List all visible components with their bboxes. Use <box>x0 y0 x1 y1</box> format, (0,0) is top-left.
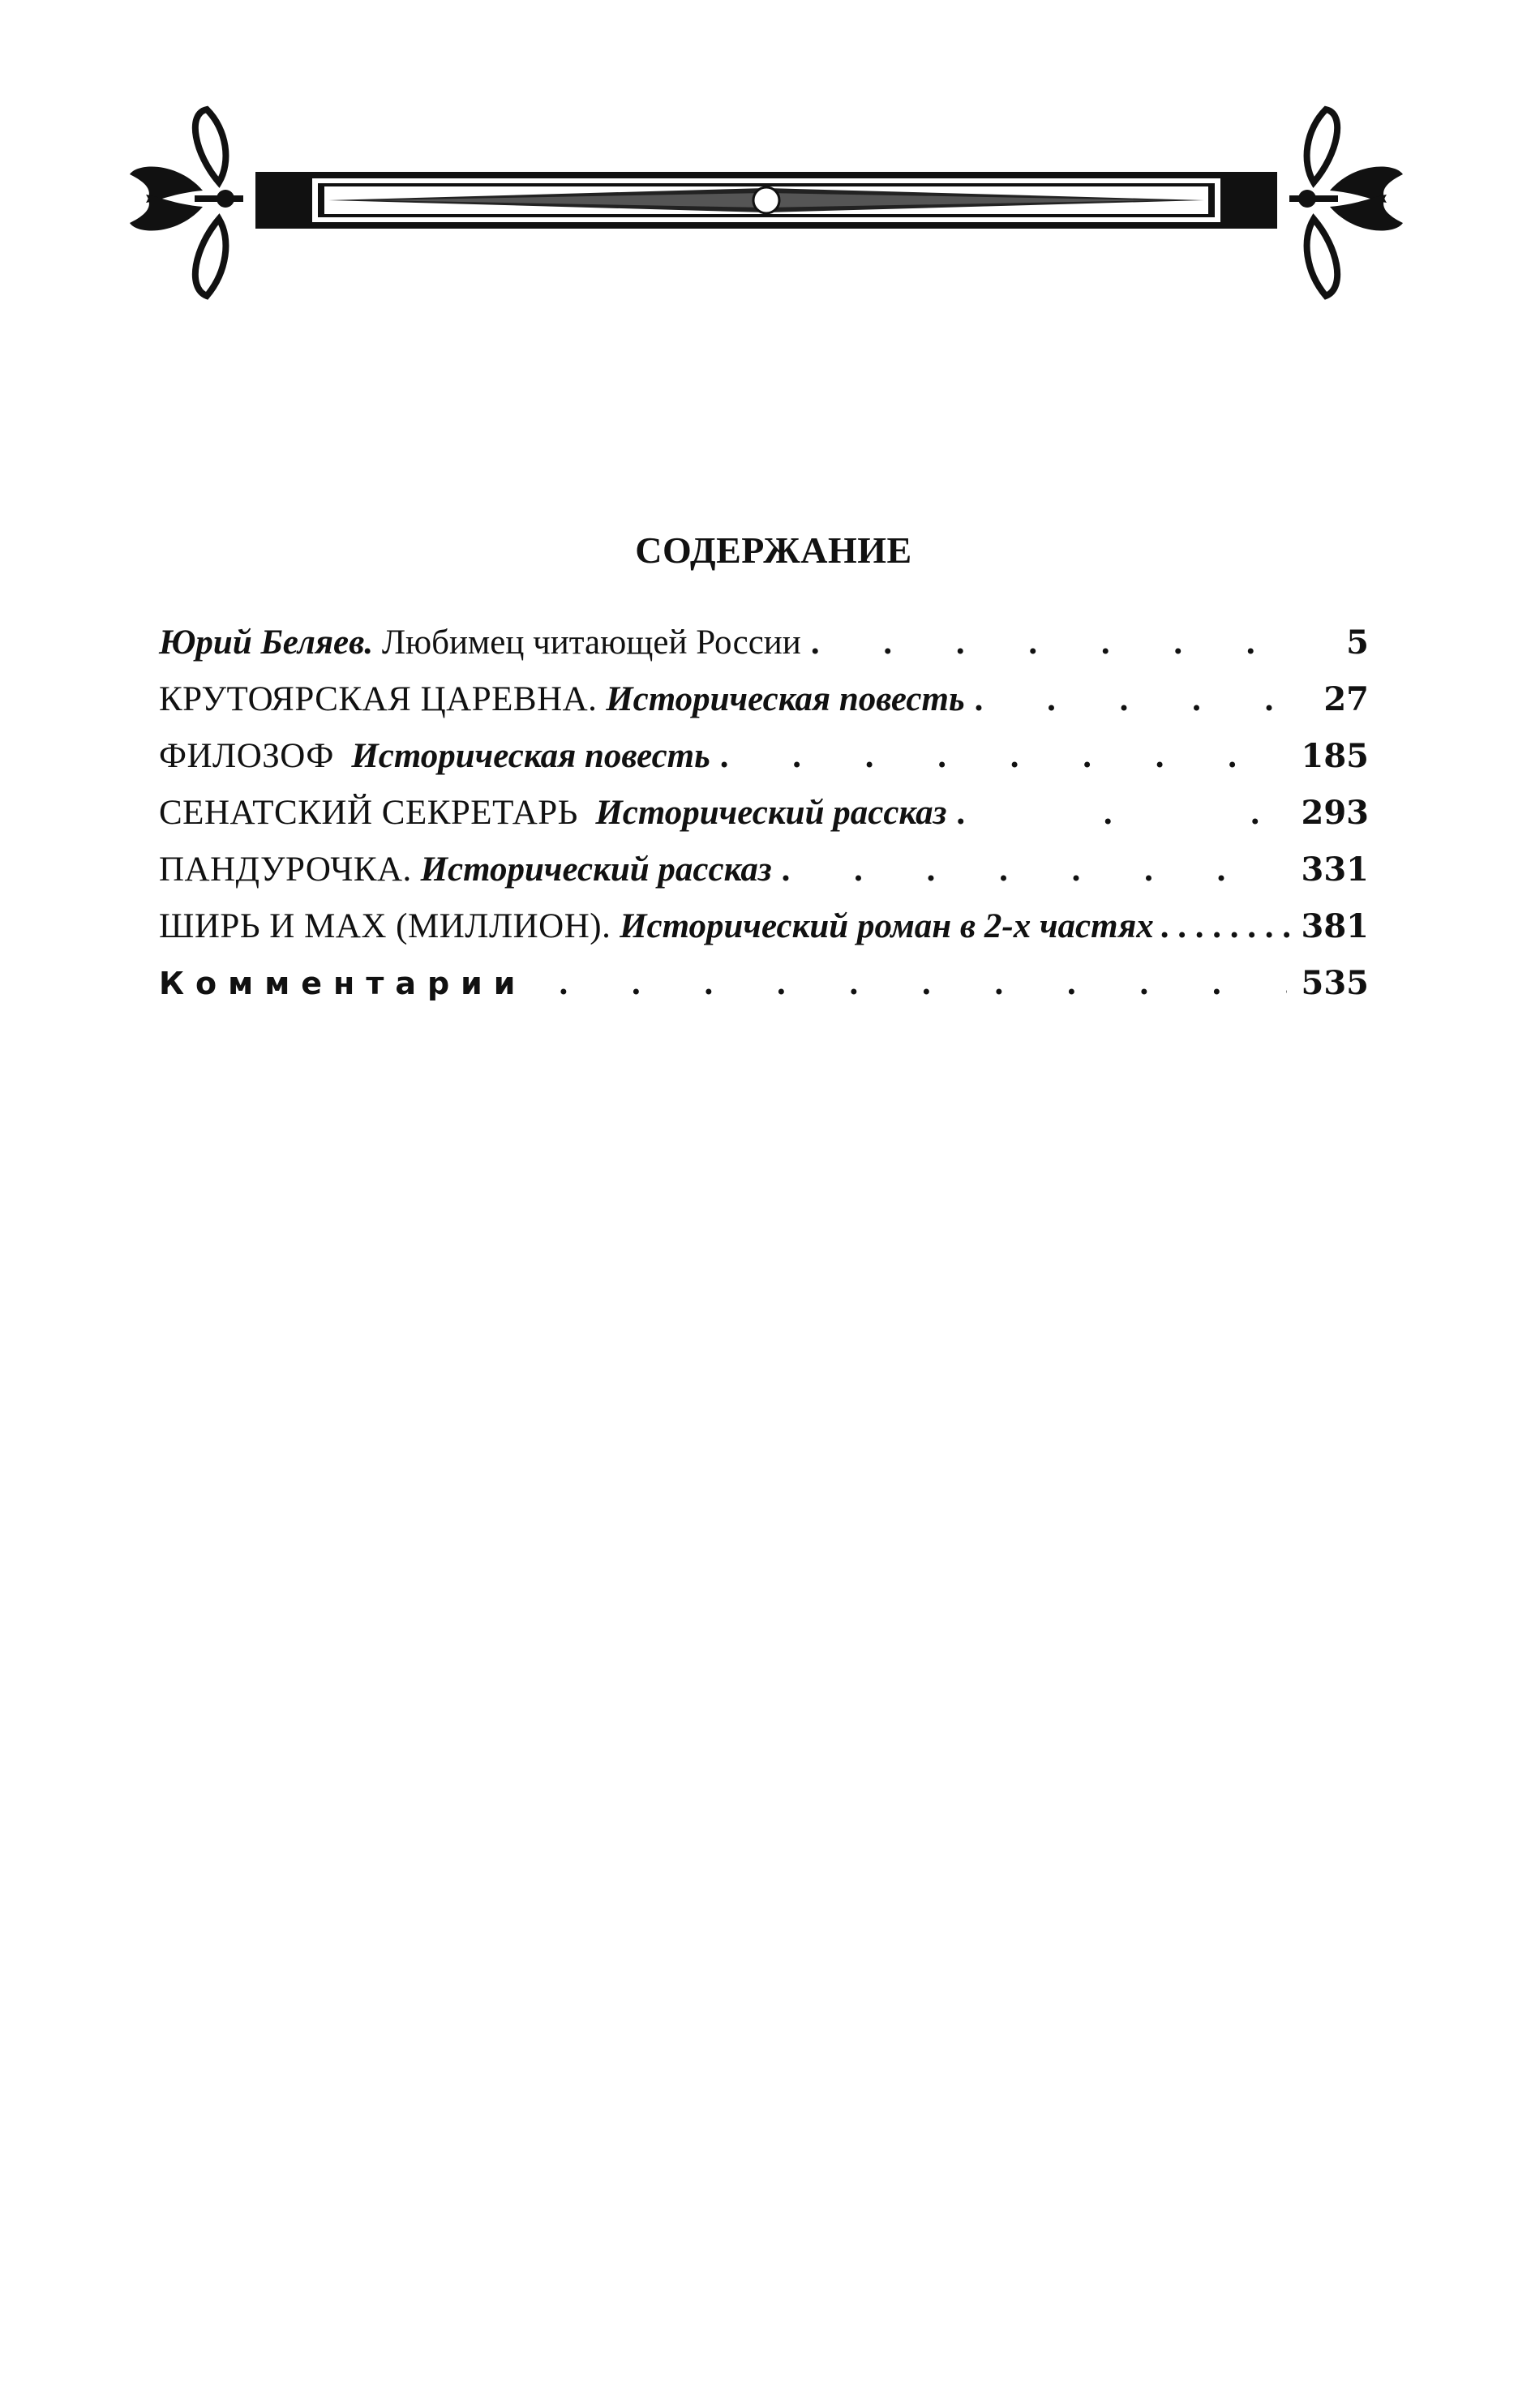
dot-leader <box>811 623 1289 662</box>
toc-entry <box>159 736 1369 793</box>
toc-entry-page: 5 <box>1346 623 1369 662</box>
toc-entry-page: 381 <box>1301 907 1369 945</box>
toc-entry-title: СЕНАТСКИЙ СЕКРЕТАРЬ <box>159 794 578 832</box>
toc-entry-page: 185 <box>1301 737 1369 775</box>
dot-leader <box>975 679 1289 719</box>
toc-entry-page: 293 <box>1301 794 1369 832</box>
toc-entry <box>159 793 1369 850</box>
toc-entry-author: Юрий Беляев. <box>159 623 374 662</box>
toc-entry-title: ФИЛОЗОФ <box>159 737 334 775</box>
toc-entry <box>159 850 1369 906</box>
right-flower-icon <box>1289 109 1403 296</box>
dot-leader <box>956 793 1286 833</box>
toc-entry <box>159 679 1369 736</box>
table-of-contents <box>159 623 1369 1020</box>
toc-entry-genre: Историческая повесть <box>597 680 965 718</box>
dot-leader <box>720 736 1287 776</box>
toc-entry-page: 331 <box>1301 851 1369 889</box>
toc-entry <box>159 906 1369 963</box>
toc-entry-genre: Исторический роман в 2-х частях <box>611 907 1154 945</box>
toc-entry-title: ПАНДУРОЧКА. <box>159 851 412 889</box>
dot-leader <box>559 963 1286 1003</box>
toc-entry-genre: Исторический рассказ <box>411 851 772 889</box>
dot-leader <box>782 850 1287 889</box>
toc-entry-title: КРУТОЯРСКАЯ ЦАРЕВНА. <box>159 680 598 718</box>
toc-entry-title: Любимец читающей России <box>373 623 801 662</box>
toc-entry-genre: Исторический рассказ <box>577 794 947 832</box>
left-flower-icon <box>130 109 243 296</box>
toc-entry-page: 27 <box>1323 680 1369 718</box>
toc-entry <box>159 623 1369 679</box>
page-title: СОДЕРЖАНИЕ <box>635 529 912 571</box>
toc-entry-title: Комментарии <box>159 966 527 1001</box>
dot-leader <box>1160 906 1295 946</box>
toc-entry-genre: Историческая повесть <box>333 737 710 775</box>
toc-entry-title: ШИРЬ И МАХ (МИЛЛИОН). <box>159 907 611 945</box>
toc-entry-page: 535 <box>1301 964 1369 1002</box>
toc-entry <box>159 963 1369 1020</box>
decorative-ornament <box>130 97 1403 308</box>
